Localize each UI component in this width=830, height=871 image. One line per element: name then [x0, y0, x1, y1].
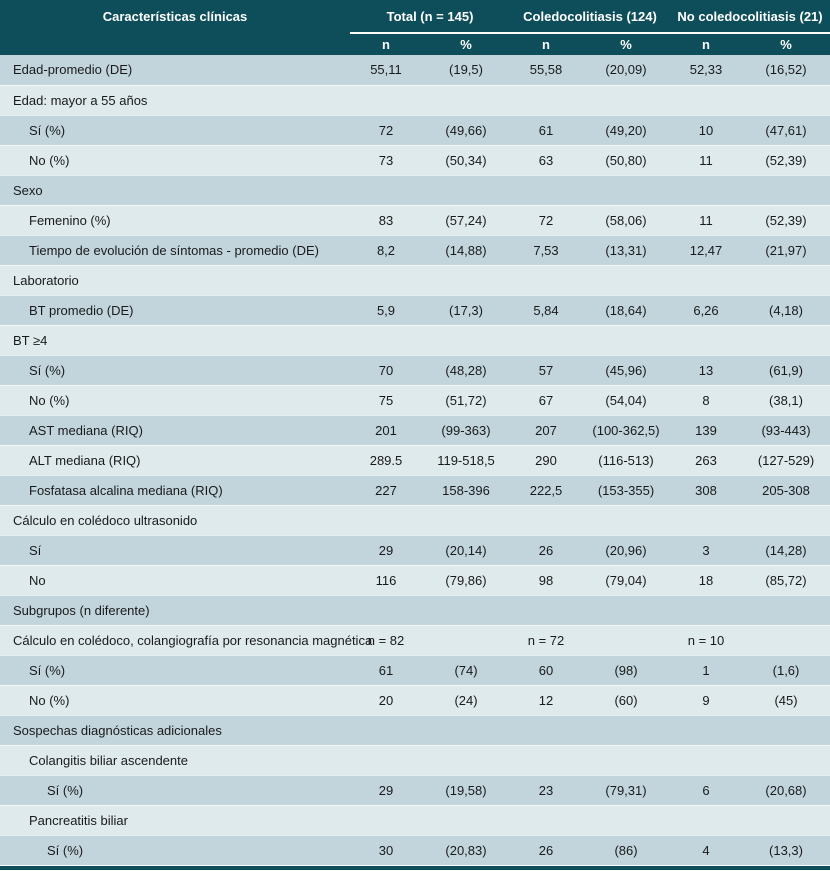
cell-pct-coledocolitiasis: (18,64): [582, 295, 670, 325]
cell-n-total: 20: [350, 685, 422, 715]
table-row: [0, 475, 830, 505]
cell-n-total: 201: [350, 415, 422, 445]
subheader-pct-total: %: [422, 33, 510, 55]
cell-pct-coledocolitiasis: (13,31): [582, 235, 670, 265]
cell-pct-no-coledocolitiasis: (47,61): [742, 115, 830, 145]
cell-pct-total: (24): [422, 685, 510, 715]
cell-pct-coledocolitiasis: (79,04): [582, 565, 670, 595]
cell-n-no-coledocolitiasis: 10: [670, 115, 742, 145]
subheader-n-no-coledocolitiasis: n: [670, 33, 742, 55]
cell-n-coledocolitiasis: [510, 715, 582, 745]
cell-n-total: 55,11: [350, 55, 422, 85]
row-label: Edad: mayor a 55 años: [0, 85, 350, 115]
cell-pct-no-coledocolitiasis: (16,52): [742, 55, 830, 85]
cell-pct-coledocolitiasis: (60): [582, 685, 670, 715]
cell-n-no-coledocolitiasis: 13: [670, 355, 742, 385]
table-row: [0, 685, 830, 715]
cell-pct-coledocolitiasis: [582, 85, 670, 115]
cell-n-no-coledocolitiasis: 1: [670, 655, 742, 685]
cell-n-no-coledocolitiasis: [670, 805, 742, 835]
row-label: Subgrupos (n diferente): [0, 595, 350, 625]
table-row-section: [0, 175, 830, 205]
table-header: [0, 0, 830, 55]
row-label: Edad-promedio (DE): [0, 55, 350, 85]
cell-n-no-coledocolitiasis: [670, 85, 742, 115]
cell-n-no-coledocolitiasis: 9: [670, 685, 742, 715]
header-group-coledocolitiasis: Coledocolitiasis (124): [510, 0, 670, 33]
cell-pct-total: (17,3): [422, 295, 510, 325]
cell-n-coledocolitiasis: 5,84: [510, 295, 582, 325]
cell-pct-coledocolitiasis: [582, 595, 670, 625]
table-row: [0, 565, 830, 595]
cell-pct-no-coledocolitiasis: [742, 325, 830, 355]
table-row: [0, 835, 830, 865]
cell-n-total: 75: [350, 385, 422, 415]
cell-n-no-coledocolitiasis: [670, 175, 742, 205]
cell-pct-total: [422, 715, 510, 745]
cell-n-total: 29: [350, 775, 422, 805]
cell-n-coledocolitiasis: 67: [510, 385, 582, 415]
cell-pct-no-coledocolitiasis: [742, 625, 830, 655]
row-label: AST mediana (RIQ): [0, 415, 350, 445]
cell-n-coledocolitiasis: [510, 325, 582, 355]
cell-pct-total: (99-363): [422, 415, 510, 445]
cell-pct-coledocolitiasis: [582, 805, 670, 835]
cell-pct-coledocolitiasis: (79,31): [582, 775, 670, 805]
cell-pct-total: (51,72): [422, 385, 510, 415]
table-row-section: [0, 325, 830, 355]
cell-pct-no-coledocolitiasis: [742, 715, 830, 745]
cell-pct-no-coledocolitiasis: [742, 85, 830, 115]
cell-pct-coledocolitiasis: (20,09): [582, 55, 670, 85]
cell-n-total: 72: [350, 115, 422, 145]
cell-n-no-coledocolitiasis: [670, 325, 742, 355]
cell-pct-total: (20,14): [422, 535, 510, 565]
cell-pct-no-coledocolitiasis: [742, 745, 830, 775]
cell-n-total: 8,2: [350, 235, 422, 265]
cell-pct-total: [422, 745, 510, 775]
cell-n-no-coledocolitiasis: 18: [670, 565, 742, 595]
row-label: BT ≥4: [0, 325, 350, 355]
cell-n-coledocolitiasis: 98: [510, 565, 582, 595]
row-label: Sí: [0, 535, 350, 565]
cell-n-total: 289.5: [350, 445, 422, 475]
cell-pct-coledocolitiasis: (86): [582, 835, 670, 865]
cell-pct-total: [422, 805, 510, 835]
row-label: Colangitis biliar ascendente: [0, 745, 350, 775]
cell-n-coledocolitiasis: 290: [510, 445, 582, 475]
cell-pct-coledocolitiasis: (20,96): [582, 535, 670, 565]
table-row: [0, 55, 830, 85]
subheader-n-coledocolitiasis: n: [510, 33, 582, 55]
table-row-section: [0, 85, 830, 115]
cell-pct-no-coledocolitiasis: (13,3): [742, 835, 830, 865]
cell-n-total: 29: [350, 535, 422, 565]
cell-n-no-coledocolitiasis: 6,26: [670, 295, 742, 325]
cell-pct-no-coledocolitiasis: [742, 505, 830, 535]
cell-pct-total: (19,58): [422, 775, 510, 805]
table-row: [0, 775, 830, 805]
cell-n-no-coledocolitiasis: [670, 265, 742, 295]
cell-pct-coledocolitiasis: (58,06): [582, 205, 670, 235]
table-row-section: [0, 265, 830, 295]
row-label: Sí (%): [0, 115, 350, 145]
cell-n-coledocolitiasis: 26: [510, 835, 582, 865]
table-row: [0, 355, 830, 385]
header-group-no-coledocolitiasis: No coledocolitiasis (21): [670, 0, 830, 33]
cell-pct-no-coledocolitiasis: (61,9): [742, 355, 830, 385]
cell-pct-no-coledocolitiasis: (52,39): [742, 205, 830, 235]
cell-pct-total: (79,86): [422, 565, 510, 595]
cell-n-total: [350, 85, 422, 115]
cell-n-total: [350, 325, 422, 355]
cell-n-coledocolitiasis: 72: [510, 205, 582, 235]
table-row-subgroup: [0, 625, 830, 655]
row-label: No: [0, 565, 350, 595]
cell-pct-coledocolitiasis: (45,96): [582, 355, 670, 385]
header-sub-row: [0, 33, 830, 55]
cell-n-no-coledocolitiasis: [670, 595, 742, 625]
cell-pct-total: 119-518,5: [422, 445, 510, 475]
cell-n-no-coledocolitiasis: [670, 505, 742, 535]
cell-n-total: [350, 505, 422, 535]
row-label: No (%): [0, 145, 350, 175]
row-label: Sospechas diagnósticas adicionales: [0, 715, 350, 745]
cell-n-coledocolitiasis: [510, 505, 582, 535]
cell-pct-coledocolitiasis: [582, 745, 670, 775]
subheader-pct-coledocolitiasis: %: [582, 33, 670, 55]
cell-pct-no-coledocolitiasis: (93-443): [742, 415, 830, 445]
cell-pct-no-coledocolitiasis: [742, 595, 830, 625]
cell-pct-total: (19,5): [422, 55, 510, 85]
subheader-pct-no-coledocolitiasis: %: [742, 33, 830, 55]
cell-pct-coledocolitiasis: [582, 265, 670, 295]
cell-n-no-coledocolitiasis: 139: [670, 415, 742, 445]
table-row: [0, 205, 830, 235]
cell-pct-no-coledocolitiasis: (20,68): [742, 775, 830, 805]
cell-n-coledocolitiasis: 222,5: [510, 475, 582, 505]
cell-n-coledocolitiasis: [510, 745, 582, 775]
cell-n-coledocolitiasis: 55,58: [510, 55, 582, 85]
row-label: Pancreatitis biliar: [0, 805, 350, 835]
cell-pct-no-coledocolitiasis: (1,6): [742, 655, 830, 685]
cell-pct-total: (74): [422, 655, 510, 685]
table-body: [0, 55, 830, 865]
cell-pct-coledocolitiasis: [582, 505, 670, 535]
table-row-section: [0, 595, 830, 625]
table-row-section: [0, 745, 830, 775]
cell-n-coledocolitiasis: [510, 85, 582, 115]
cell-n-coledocolitiasis: 7,53: [510, 235, 582, 265]
row-label: Sí (%): [0, 835, 350, 865]
cell-pct-total: 158-396: [422, 475, 510, 505]
cell-pct-no-coledocolitiasis: (127-529): [742, 445, 830, 475]
cell-pct-no-coledocolitiasis: [742, 265, 830, 295]
table-row: [0, 295, 830, 325]
row-label: Tiempo de evolución de síntomas - promedio (DE): [0, 235, 350, 265]
cell-pct-coledocolitiasis: (98): [582, 655, 670, 685]
header-characteristics: Características clínicas: [0, 0, 350, 33]
cell-n-coledocolitiasis: [510, 595, 582, 625]
cell-n-total: [350, 595, 422, 625]
cell-pct-total: [422, 85, 510, 115]
cell-n-no-coledocolitiasis: 12,47: [670, 235, 742, 265]
row-label: Cálculo en colédoco, colangiografía por resonancia magnética: [0, 625, 350, 655]
cell-n-no-coledocolitiasis: 263: [670, 445, 742, 475]
cell-n-total: 116: [350, 565, 422, 595]
cell-n-total: 83: [350, 205, 422, 235]
cell-n-coledocolitiasis: 207: [510, 415, 582, 445]
cell-n-total: n = 82: [350, 625, 422, 655]
cell-n-no-coledocolitiasis: 8: [670, 385, 742, 415]
cell-n-coledocolitiasis: 57: [510, 355, 582, 385]
cell-pct-total: (57,24): [422, 205, 510, 235]
cell-pct-coledocolitiasis: [582, 175, 670, 205]
cell-n-no-coledocolitiasis: 11: [670, 145, 742, 175]
cell-pct-coledocolitiasis: (153-355): [582, 475, 670, 505]
table-row-section: [0, 505, 830, 535]
cell-n-total: 5,9: [350, 295, 422, 325]
cell-pct-total: [422, 265, 510, 295]
table-row: [0, 535, 830, 565]
cell-n-total: [350, 745, 422, 775]
row-label: Sí (%): [0, 655, 350, 685]
cell-pct-total: (14,88): [422, 235, 510, 265]
cell-pct-total: [422, 625, 510, 655]
cell-pct-no-coledocolitiasis: (38,1): [742, 385, 830, 415]
cell-n-total: 30: [350, 835, 422, 865]
row-label: Cálculo en colédoco ultrasonido: [0, 505, 350, 535]
cell-pct-no-coledocolitiasis: [742, 805, 830, 835]
cell-n-coledocolitiasis: [510, 175, 582, 205]
cell-n-no-coledocolitiasis: 3: [670, 535, 742, 565]
cell-n-no-coledocolitiasis: 52,33: [670, 55, 742, 85]
row-label: ALT mediana (RIQ): [0, 445, 350, 475]
cell-n-coledocolitiasis: [510, 805, 582, 835]
cell-pct-total: (49,66): [422, 115, 510, 145]
cell-n-coledocolitiasis: 60: [510, 655, 582, 685]
cell-n-no-coledocolitiasis: 11: [670, 205, 742, 235]
cell-pct-no-coledocolitiasis: (21,97): [742, 235, 830, 265]
cell-n-coledocolitiasis: 23: [510, 775, 582, 805]
cell-n-no-coledocolitiasis: 308: [670, 475, 742, 505]
cell-pct-coledocolitiasis: (50,80): [582, 145, 670, 175]
header-group-row: [0, 0, 830, 33]
row-label: Fosfatasa alcalina mediana (RIQ): [0, 475, 350, 505]
cell-n-coledocolitiasis: 12: [510, 685, 582, 715]
cell-pct-no-coledocolitiasis: (45): [742, 685, 830, 715]
cell-pct-coledocolitiasis: (54,04): [582, 385, 670, 415]
table-row-section: [0, 715, 830, 745]
header-group-total: Total (n = 145): [350, 0, 510, 33]
row-label: No (%): [0, 385, 350, 415]
table-row: [0, 145, 830, 175]
row-label: No (%): [0, 685, 350, 715]
subheader-n-total: n: [350, 33, 422, 55]
table-row: [0, 445, 830, 475]
cell-pct-coledocolitiasis: (49,20): [582, 115, 670, 145]
cell-pct-total: (50,34): [422, 145, 510, 175]
cell-pct-total: [422, 325, 510, 355]
cell-n-no-coledocolitiasis: [670, 745, 742, 775]
cell-pct-no-coledocolitiasis: 205-308: [742, 475, 830, 505]
cell-pct-no-coledocolitiasis: [742, 175, 830, 205]
row-label: Sí (%): [0, 355, 350, 385]
cell-pct-coledocolitiasis: (116-513): [582, 445, 670, 475]
table-row: [0, 115, 830, 145]
cell-n-no-coledocolitiasis: 4: [670, 835, 742, 865]
table-row: [0, 385, 830, 415]
cell-pct-no-coledocolitiasis: (4,18): [742, 295, 830, 325]
header-spacer: [0, 33, 350, 55]
cell-n-no-coledocolitiasis: n = 10: [670, 625, 742, 655]
cell-n-total: [350, 715, 422, 745]
row-label: Femenino (%): [0, 205, 350, 235]
cell-pct-coledocolitiasis: [582, 715, 670, 745]
cell-pct-total: [422, 505, 510, 535]
cell-n-coledocolitiasis: 63: [510, 145, 582, 175]
cell-pct-no-coledocolitiasis: (85,72): [742, 565, 830, 595]
cell-n-total: 61: [350, 655, 422, 685]
cell-pct-total: [422, 175, 510, 205]
cell-pct-total: (48,28): [422, 355, 510, 385]
cell-n-total: [350, 175, 422, 205]
cell-pct-no-coledocolitiasis: (52,39): [742, 145, 830, 175]
cell-n-total: 73: [350, 145, 422, 175]
cell-n-coledocolitiasis: 61: [510, 115, 582, 145]
cell-pct-no-coledocolitiasis: (14,28): [742, 535, 830, 565]
table-row: [0, 235, 830, 265]
cell-pct-coledocolitiasis: (100-362,5): [582, 415, 670, 445]
table-bottom-border: [0, 866, 830, 870]
cell-pct-total: [422, 595, 510, 625]
cell-n-coledocolitiasis: n = 72: [510, 625, 582, 655]
row-label: Laboratorio: [0, 265, 350, 295]
cell-n-total: 227: [350, 475, 422, 505]
table-row-section: [0, 805, 830, 835]
cell-n-coledocolitiasis: [510, 265, 582, 295]
row-label: Sexo: [0, 175, 350, 205]
cell-n-total: 70: [350, 355, 422, 385]
cell-pct-total: (20,83): [422, 835, 510, 865]
cell-pct-coledocolitiasis: [582, 325, 670, 355]
row-label: Sí (%): [0, 775, 350, 805]
cell-n-coledocolitiasis: 26: [510, 535, 582, 565]
cell-n-no-coledocolitiasis: 6: [670, 775, 742, 805]
cell-pct-coledocolitiasis: [582, 625, 670, 655]
table-row: [0, 415, 830, 445]
cell-n-total: [350, 265, 422, 295]
table-row: [0, 655, 830, 685]
cell-n-total: [350, 805, 422, 835]
cell-n-no-coledocolitiasis: [670, 715, 742, 745]
row-label: BT promedio (DE): [0, 295, 350, 325]
